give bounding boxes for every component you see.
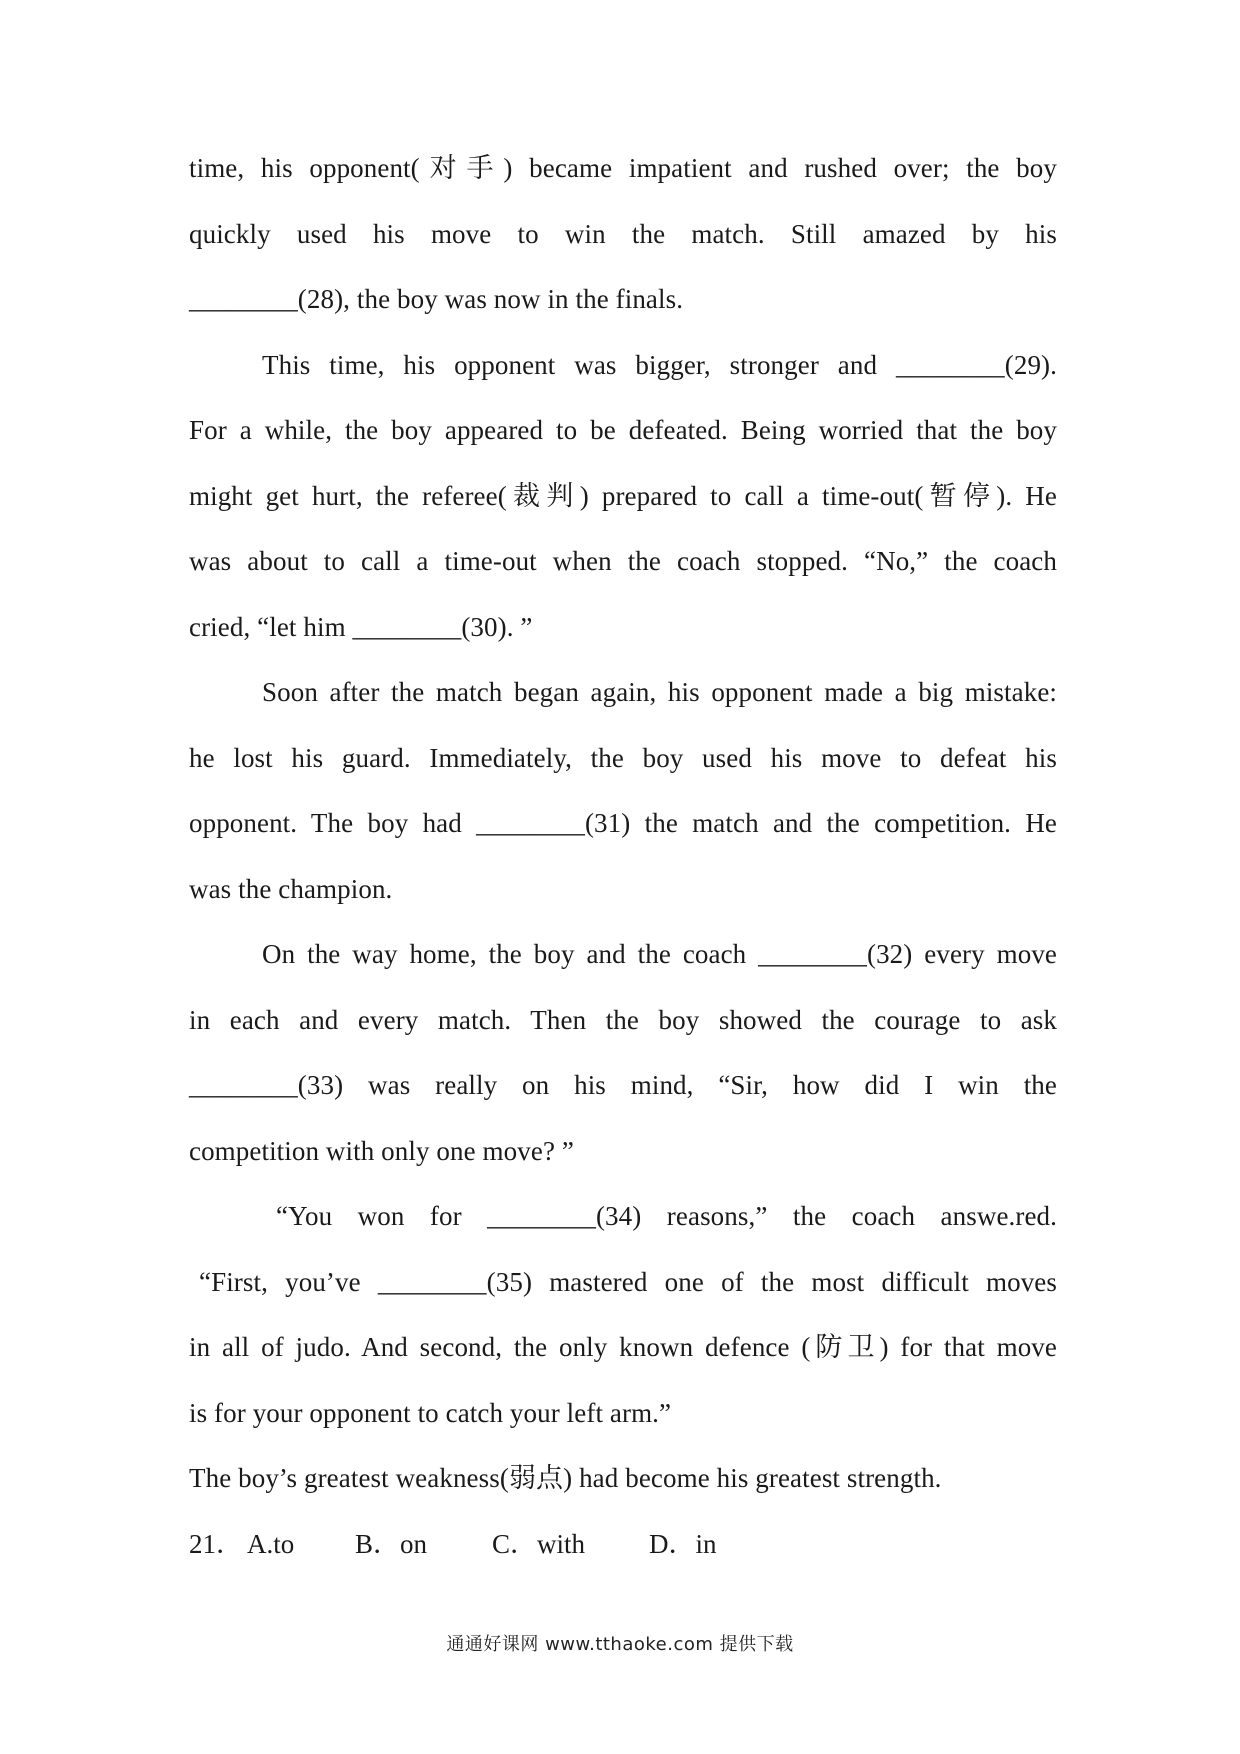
question-number: 21． (189, 1528, 243, 1559)
question-21-options (189, 1524, 1057, 1590)
passage-line: was about to call a time-out when the coach stopped. “No,” the coach (189, 546, 1057, 576)
option-c: C．with (492, 1528, 586, 1559)
passage-line: was the champion. (189, 873, 393, 904)
paragraph-start-line: On the way home, the boy and the coach ________(32) every move (262, 939, 1057, 969)
paragraph-start-line: Soon after the match began again, his opponent made a big mistake: (262, 677, 1057, 707)
passage-line: he lost his guard. Immediately, the boy used his move to defeat his (189, 742, 1057, 773)
passage-line: competition with only one move? ” (189, 1135, 574, 1166)
passage-line: in all of judo. And second, the only known defence (防卫) for that move (189, 1332, 1057, 1362)
passage-line: opponent. The boy had ________(31) the match and the competition. He (189, 808, 1057, 838)
passage-line: time, his opponent(对手) became impatient and rushed over; the boy (189, 153, 1057, 183)
passage-line: ________(33) was really on his mind, “Sir, how did I win the (189, 1070, 1057, 1100)
passage-line: ________(28), the boy was now in the finals. (189, 284, 684, 314)
passage-line: For a while, the boy appeared to be defeated. Being worried that the boy (189, 415, 1057, 445)
paragraph-start-line: “You won for ________(34) reasons,” the coach answe.red. (276, 1201, 1057, 1231)
option-a: A.to (247, 1528, 295, 1559)
passage-line: cried, “let him ________(30). ” (189, 611, 533, 642)
paragraph-start-line: This time, his opponent was bigger, stronger and ________(29). (262, 349, 1057, 380)
passage-line: might get hurt, the referee(裁判) prepared to call a time-out(暂停). He (189, 480, 1057, 511)
footer-watermark: 通通好课网 www.tthaoke.com 提供下载 (446, 1634, 794, 1655)
passage-line: quickly used his move to win the match. Still amazed by his (189, 218, 1057, 249)
passage-body (189, 148, 1057, 1589)
passage-line: The boy’s greatest weakness(弱点) had become his greatest strength. (189, 1463, 942, 1493)
option-d: D．in (649, 1528, 717, 1559)
passage-line: in each and every match. Then the boy showed the courage to ask (189, 1004, 1057, 1035)
option-b: B．on (355, 1528, 428, 1559)
passage-line: is for your opponent to catch your left arm.” (189, 1397, 672, 1428)
passage-line: “First, you’ve ________(35) mastered one of the most difficult moves (199, 1266, 1057, 1297)
